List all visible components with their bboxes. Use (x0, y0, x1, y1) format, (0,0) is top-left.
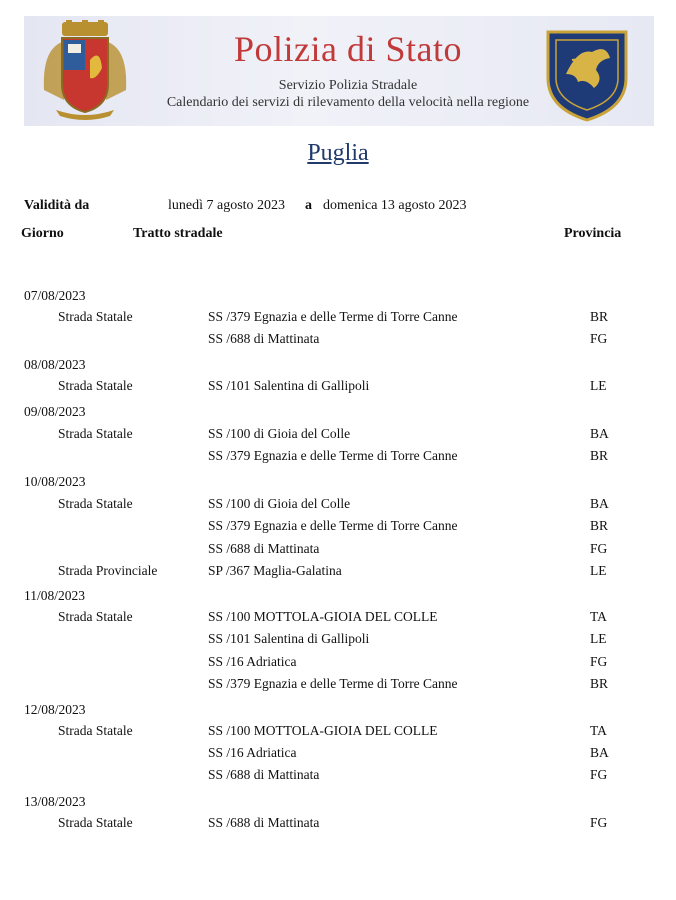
day-date: 12/08/2023 (24, 702, 86, 717)
province-code: BA (590, 496, 609, 511)
province-code: BA (590, 745, 609, 760)
day-date: 11/08/2023 (24, 588, 86, 603)
road-type: Strada Statale (58, 309, 133, 324)
road-name: SS /379 Egnazia e delle Terme di Torre Canne (208, 309, 458, 324)
day-date: 10/08/2023 (24, 474, 86, 489)
column-header-day: Giorno (21, 226, 64, 241)
province-code: FG (590, 541, 608, 556)
day-date: 08/08/2023 (24, 357, 86, 372)
province-code: BR (590, 448, 609, 463)
column-header-province: Provincia (564, 226, 622, 241)
road-name: SS /688 di Mattinata (208, 815, 320, 830)
road-type: Strada Provinciale (58, 563, 158, 578)
province-code: BR (590, 309, 609, 324)
province-code: BA (590, 426, 609, 441)
province-code: LE (590, 378, 607, 393)
province-code: TA (590, 609, 607, 624)
day-date: 13/08/2023 (24, 794, 86, 809)
page-title: Polizia di Stato (234, 29, 462, 69)
road-type: Strada Statale (58, 815, 133, 830)
validity-to: domenica 13 agosto 2023 (323, 198, 467, 213)
road-name: SS /688 di Mattinata (208, 541, 320, 556)
province-code: FG (590, 767, 608, 782)
day-date: 09/08/2023 (24, 404, 86, 419)
road-name: SS /379 Egnazia e delle Terme di Torre Canne (208, 518, 458, 533)
column-header-road: Tratto stradale (133, 226, 223, 241)
province-code: LE (590, 631, 607, 646)
province-code: BR (590, 518, 609, 533)
region-title: Puglia (307, 140, 369, 166)
province-code: FG (590, 331, 608, 346)
road-type: Strada Statale (58, 378, 133, 393)
road-name: SS /100 di Gioia del Colle (208, 496, 351, 511)
polizia-stradale-badge-icon (542, 26, 632, 122)
province-code: TA (590, 723, 607, 738)
road-name: SS /100 MOTTOLA-GIOIA DEL COLLE (208, 723, 438, 738)
road-name: SS /688 di Mattinata (208, 331, 320, 346)
road-name: SS /100 di Gioia del Colle (208, 426, 351, 441)
road-name: SS /101 Salentina di Gallipoli (208, 378, 370, 393)
road-type: Strada Statale (58, 723, 133, 738)
road-name: SS /16 Adriatica (208, 745, 297, 760)
service-subtitle: Servizio Polizia Stradale (278, 78, 418, 93)
road-name: SS /688 di Mattinata (208, 767, 320, 782)
validity-separator: a (305, 198, 312, 213)
road-name: SS /100 MOTTOLA-GIOIA DEL COLLE (208, 609, 438, 624)
province-code: LE (590, 563, 607, 578)
road-type: Strada Statale (58, 426, 133, 441)
calendar-caption: Calendario dei servizi di rilevamento della velocità nella regione (166, 95, 530, 110)
road-name: SS /16 Adriatica (208, 654, 297, 669)
road-name: SP /367 Maglia-Galatina (208, 563, 342, 578)
day-date: 07/08/2023 (24, 288, 86, 303)
validity-from: lunedì 7 agosto 2023 (168, 198, 286, 213)
road-name: SS /101 Salentina di Gallipoli (208, 631, 370, 646)
road-type: Strada Statale (58, 496, 133, 511)
province-code: BR (590, 676, 609, 691)
road-type: Strada Statale (58, 609, 133, 624)
province-code: FG (590, 654, 608, 669)
road-name: SS /379 Egnazia e delle Terme di Torre Canne (208, 448, 458, 463)
province-code: FG (590, 815, 608, 830)
road-name: SS /379 Egnazia e delle Terme di Torre Canne (208, 676, 458, 691)
validity-label: Validità da (24, 198, 90, 213)
